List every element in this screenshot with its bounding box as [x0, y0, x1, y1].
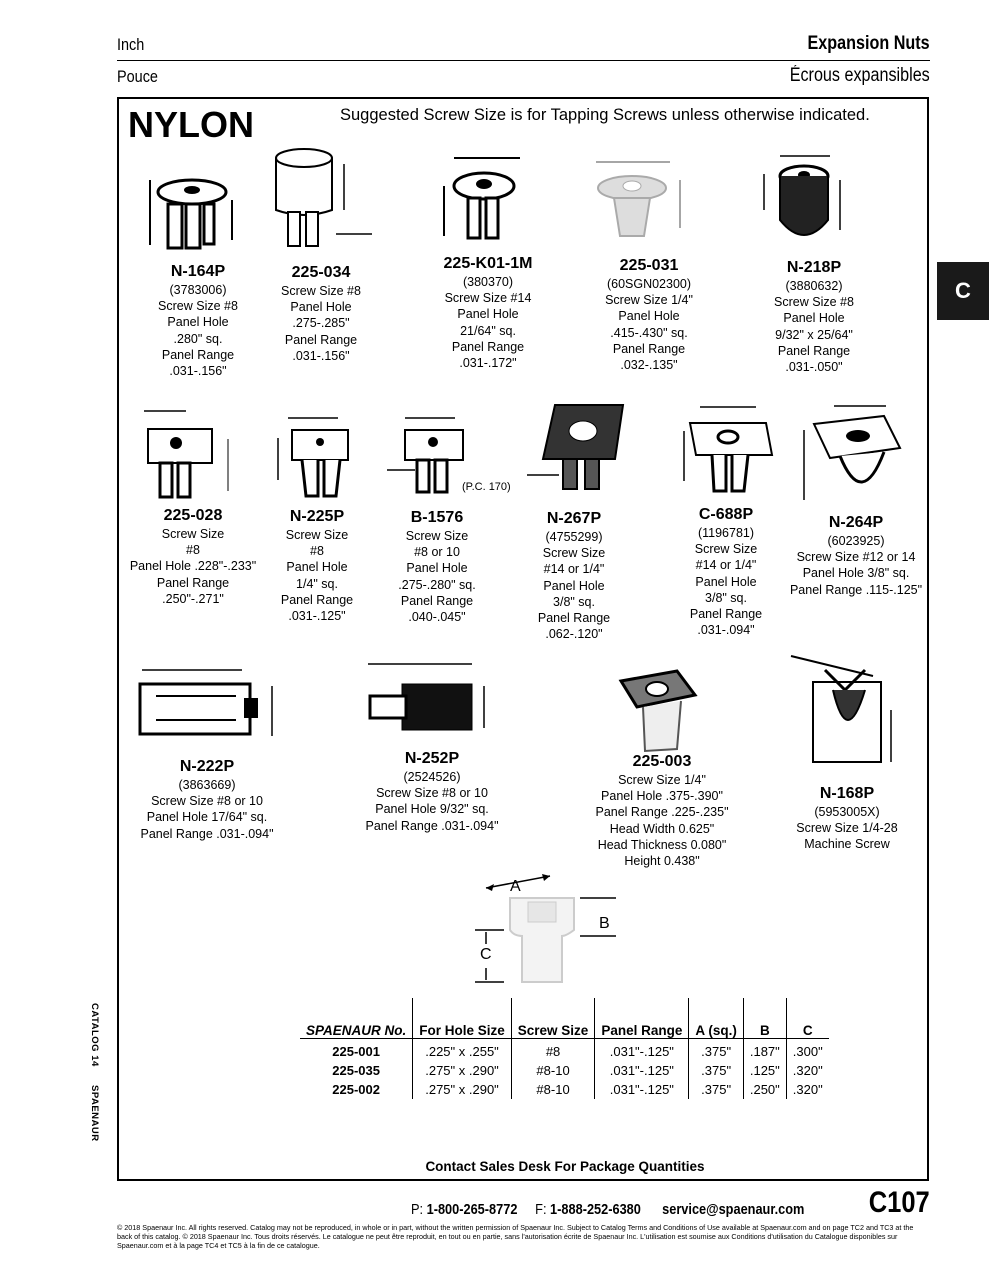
part-number: N-168P — [819, 785, 875, 802]
part-number: 225-031 — [619, 257, 679, 274]
part-225-003 — [595, 752, 728, 869]
table-cell: #8-10 — [511, 1061, 595, 1080]
c-688p-drawing-icon — [676, 403, 786, 498]
part-spec-line: Panel Range .115-.125" — [789, 582, 923, 597]
header-rule — [117, 60, 930, 61]
part-spec-line: #8 or 10 — [414, 545, 460, 560]
part-spec-line: Panel Range — [537, 611, 611, 626]
table-cell: #8 — [511, 1039, 595, 1062]
part-spec-line: #14 or 1/4" — [695, 558, 757, 573]
part-spec-line: (1196781) — [697, 526, 755, 540]
part-spec-line: Panel Hole 17/64" sq. — [146, 810, 268, 825]
part-spec-line: Panel Range — [161, 347, 235, 362]
part-spec-line: Panel Hole — [286, 560, 348, 575]
part-spec-line: 9/32" x 25/64" — [775, 327, 853, 342]
phone-label: P: — [411, 1202, 424, 1218]
part-spec-line: Head Width 0.625" — [609, 821, 715, 836]
part-spec-line: Panel Hole — [290, 300, 352, 315]
part-spec-line: Panel Range — [400, 593, 474, 608]
part-spec-line: Screw Size — [161, 527, 225, 541]
part-spec-line: Panel Hole — [543, 578, 605, 593]
part-spec-line: Screw Size #8 — [774, 295, 854, 310]
table-cell: .031"-.125" — [595, 1061, 689, 1080]
part-spec-line: Panel Hole 3/8" sq. — [802, 566, 910, 581]
table-cell: .031"-.125" — [595, 1039, 689, 1062]
part-b-1576 — [398, 508, 475, 625]
header-category-title: Expansion Nuts — [807, 33, 930, 54]
225-028-drawing-icon — [130, 405, 245, 505]
part-number: B-1576 — [410, 509, 464, 526]
part-spec-line: Panel Range — [451, 339, 525, 354]
page-number: C107 — [869, 1186, 930, 1219]
part-spec-line: #8 — [186, 543, 200, 558]
fax-label: F: — [535, 1202, 547, 1218]
section-tab[interactable]: C — [937, 262, 989, 320]
part-225-028 — [130, 506, 256, 607]
part-spec-line: Panel Range .031-.094" — [365, 818, 499, 833]
part-spec-line: Screw Size #8 — [281, 284, 361, 298]
part-225-031 — [605, 256, 693, 373]
part-spec-line: (380370) — [462, 275, 514, 289]
part-number: C-688P — [698, 506, 754, 523]
part-spec-line: (3783006) — [169, 283, 227, 297]
part-spec-line: .280" sq. — [173, 331, 223, 346]
part-spec-line: 3/8" sq. — [553, 594, 595, 609]
part-spec-line: .031-.050" — [785, 360, 843, 375]
spec-table — [300, 998, 829, 1099]
table-cell: .320" — [786, 1080, 828, 1099]
part-spec-line: Panel Hole .375-.390" — [601, 789, 723, 804]
side-catalog-label: CATALOG 14 — [89, 1003, 100, 1067]
part-spec-line: Screw Size — [285, 528, 349, 542]
part-spec-line: Panel Range — [689, 607, 763, 622]
n-252p-drawing-icon — [362, 656, 492, 746]
part-spec-line: Screw Size 1/4" — [605, 293, 693, 308]
part-spec-line: .415-.430" sq. — [610, 325, 688, 340]
part-spec-line: Panel Hole — [695, 574, 757, 589]
part-n-164p — [158, 262, 238, 379]
fax-number: 1-888-252-6380 — [550, 1202, 641, 1218]
part-225-034 — [281, 263, 361, 364]
col-header-c: C — [786, 998, 828, 1039]
table-cell: .275" x .290" — [413, 1080, 512, 1099]
part-n-168p — [796, 784, 897, 853]
table-cell: .031"-.125" — [595, 1080, 689, 1099]
header-unit-inch: Inch — [117, 35, 145, 54]
part-spec-line: Panel Hole — [167, 315, 229, 330]
part-spec-line: Height 0.438" — [624, 854, 700, 869]
table-cell: .225" x .255" — [413, 1039, 512, 1062]
dimension-a-label: A — [510, 878, 521, 895]
col-header-spaenaur-no: SPAENAUR No. — [306, 1023, 407, 1038]
part-number: N-218P — [786, 259, 842, 276]
dimension-c-label: C — [480, 946, 492, 963]
col-header-screw-size: Screw Size — [511, 998, 595, 1039]
part-spec-line: .031-.125" — [288, 609, 346, 624]
part-spec-line: (2524526) — [403, 770, 461, 784]
part-spec-line: .250"-.271" — [162, 591, 224, 606]
part-spec-line: Panel Hole — [457, 307, 519, 322]
part-number: N-252P — [404, 750, 460, 767]
part-n-218p — [774, 258, 854, 375]
pc-note: (P.C. 170) — [462, 481, 511, 493]
part-spec-line: (3863669) — [178, 778, 236, 792]
n-222p-drawing-icon — [132, 662, 292, 747]
table-cell: 225-035 — [332, 1063, 380, 1078]
table-cell: .320" — [786, 1061, 828, 1080]
table-row — [300, 1080, 829, 1099]
225-k01-1m-drawing-icon — [432, 148, 532, 248]
part-spec-line: Screw Size — [694, 542, 758, 557]
table-header-row — [300, 998, 829, 1039]
screw-size-note: Suggested Screw Size is for Tapping Screws unless otherwise indicated. — [340, 106, 870, 124]
part-spec-line: Screw Size #8 or 10 — [376, 786, 488, 801]
header-category-title-fr: Écrous expansibles — [789, 65, 930, 86]
part-spec-line: 21/64" sq. — [460, 323, 516, 338]
table-row — [300, 1039, 829, 1062]
part-spec-line: Machine Screw — [804, 837, 890, 852]
part-spec-line: Screw Size — [405, 529, 469, 543]
part-spec-line: Panel Range — [156, 575, 230, 590]
part-spec-line: Panel Hole 9/32" sq. — [375, 802, 489, 817]
col-header-hole-size: For Hole Size — [413, 998, 512, 1039]
part-spec-line: .032-.135" — [620, 358, 678, 373]
part-spec-line: Panel Range — [284, 332, 358, 347]
dimension-b-label: B — [599, 915, 610, 932]
phone-number[interactable]: 1-800-265-8772 — [426, 1202, 518, 1218]
col-header-b: B — [743, 998, 786, 1039]
part-spec-line: (6023925) — [827, 534, 885, 548]
part-number: 225-034 — [291, 264, 351, 281]
table-row — [300, 1061, 829, 1080]
part-spec-line: .031-.156" — [169, 364, 227, 379]
part-spec-line: Panel Range .031-.094" — [140, 826, 274, 841]
part-225-k01-1m — [444, 254, 533, 371]
legal-notice: © 2018 Spaenaur Inc. All rights reserved. Catalog may not be reproduced, in whole or in part, without the written permission of Spaenaur Inc. Subject to Catalog Terms and Conditions of Use available at Spaenaur.com and on page TC2 and TC3 at the back of this catalog. © 2018 Spaenaur Inc. Tous droits réservés. Le catalogue ne peut être reproduit, en tout ou en partie, sans l'autorisation écrite de Spaenaur Inc. L'utilisation est soumise aux Conditions d'utilisation du Catalogue disponibles sur Spaenaur.com et à la page TC4 et TC5 à la fin de ce catalogue. — [117, 1223, 914, 1250]
email-link[interactable]: service@spaenaur.com — [662, 1202, 805, 1218]
table-cell: .275" x .290" — [413, 1061, 512, 1080]
header-unit-pouce: Pouce — [117, 67, 158, 86]
part-spec-line: Panel Range — [612, 341, 686, 356]
part-number: N-267P — [546, 510, 602, 527]
225-003-drawing-icon — [615, 665, 705, 760]
side-brand-label: SPAENAUR — [89, 1085, 100, 1142]
part-spec-line: Panel Hole — [618, 309, 680, 324]
part-spec-line: (3880632) — [785, 279, 843, 293]
part-n-222p — [140, 757, 273, 842]
n-264p-drawing-icon — [790, 400, 910, 512]
part-spec-line: 3/8" sq. — [705, 590, 747, 605]
col-header-panel-range: Panel Range — [595, 998, 689, 1039]
part-n-225p — [281, 507, 353, 624]
n-267p-drawing-icon — [525, 395, 645, 500]
225-031-drawing-icon — [590, 158, 700, 243]
table-cell: .300" — [786, 1039, 828, 1062]
n-225p-drawing-icon — [268, 410, 363, 500]
part-spec-line: Screw Size #12 or 14 — [796, 550, 916, 565]
col-header-a: A (sq.) — [689, 998, 744, 1039]
part-spec-line: .062-.120" — [545, 627, 603, 642]
part-spec-line: Panel Hole — [783, 311, 845, 326]
table-cell: .187" — [743, 1039, 786, 1062]
n-168p-drawing-icon — [785, 650, 900, 770]
part-number: N-164P — [170, 263, 226, 280]
part-n-252p — [365, 749, 498, 834]
table-cell: #8-10 — [511, 1080, 595, 1099]
part-number: 225-028 — [163, 507, 223, 524]
part-spec-line: #8 — [310, 544, 324, 559]
part-spec-line: Screw Size #14 — [444, 291, 532, 306]
part-spec-line: Screw Size #8 or 10 — [151, 794, 263, 809]
225-034-drawing-icon — [268, 140, 378, 255]
part-number: N-225P — [289, 508, 345, 525]
table-cell: .250" — [743, 1080, 786, 1099]
part-n-267p — [538, 509, 610, 642]
table-cell: .375" — [689, 1080, 744, 1099]
part-spec-line: Panel Range — [280, 592, 354, 607]
part-spec-line: (60SGN02300) — [606, 277, 692, 291]
table-cell: 225-002 — [332, 1082, 380, 1097]
part-spec-line: Panel Range .225-.235" — [595, 805, 729, 820]
part-number: N-222P — [179, 758, 235, 775]
part-spec-line: (5953005X) — [814, 805, 880, 819]
table-cell: .125" — [743, 1061, 786, 1080]
part-spec-line: Screw Size 1/4-28 — [796, 821, 898, 836]
part-spec-line: .031-.094" — [697, 623, 755, 638]
part-number: N-264P — [828, 514, 884, 531]
part-spec-line: .031-.156" — [292, 348, 350, 363]
table-cell: 225-001 — [332, 1044, 380, 1059]
package-quantities-note: Contact Sales Desk For Package Quantities — [425, 1159, 705, 1174]
part-c-688p — [690, 505, 762, 638]
part-spec-line: .031-.172" — [459, 356, 517, 371]
part-spec-line: Panel Hole — [406, 561, 468, 576]
part-spec-line: Screw Size #8 — [158, 299, 238, 314]
n-164p-drawing-icon — [140, 160, 250, 260]
part-spec-line: #14 or 1/4" — [543, 562, 605, 577]
material-heading: NYLON — [128, 104, 254, 145]
part-spec-line: Screw Size 1/4" — [618, 773, 706, 787]
part-spec-line: .275-.285" — [292, 316, 350, 331]
footer-contact — [411, 1202, 804, 1218]
part-spec-line: 1/4" sq. — [296, 576, 338, 591]
part-spec-line: Panel Range — [777, 343, 851, 358]
part-n-264p — [790, 513, 922, 598]
part-number: 225-K01-1M — [443, 255, 533, 272]
part-spec-line: Panel Hole .228"-.233" — [129, 559, 257, 574]
part-spec-line: Screw Size — [542, 546, 606, 561]
part-spec-line: (4755299) — [545, 530, 603, 544]
part-spec-line: .275-.280" sq. — [398, 577, 476, 592]
part-spec-line: Head Thickness 0.080" — [597, 837, 727, 852]
table-cell: .375" — [689, 1039, 744, 1062]
n-218p-drawing-icon — [752, 150, 852, 255]
part-spec-line: .040-.045" — [408, 610, 466, 625]
part-number: 225-003 — [632, 753, 692, 770]
table-cell: .375" — [689, 1061, 744, 1080]
